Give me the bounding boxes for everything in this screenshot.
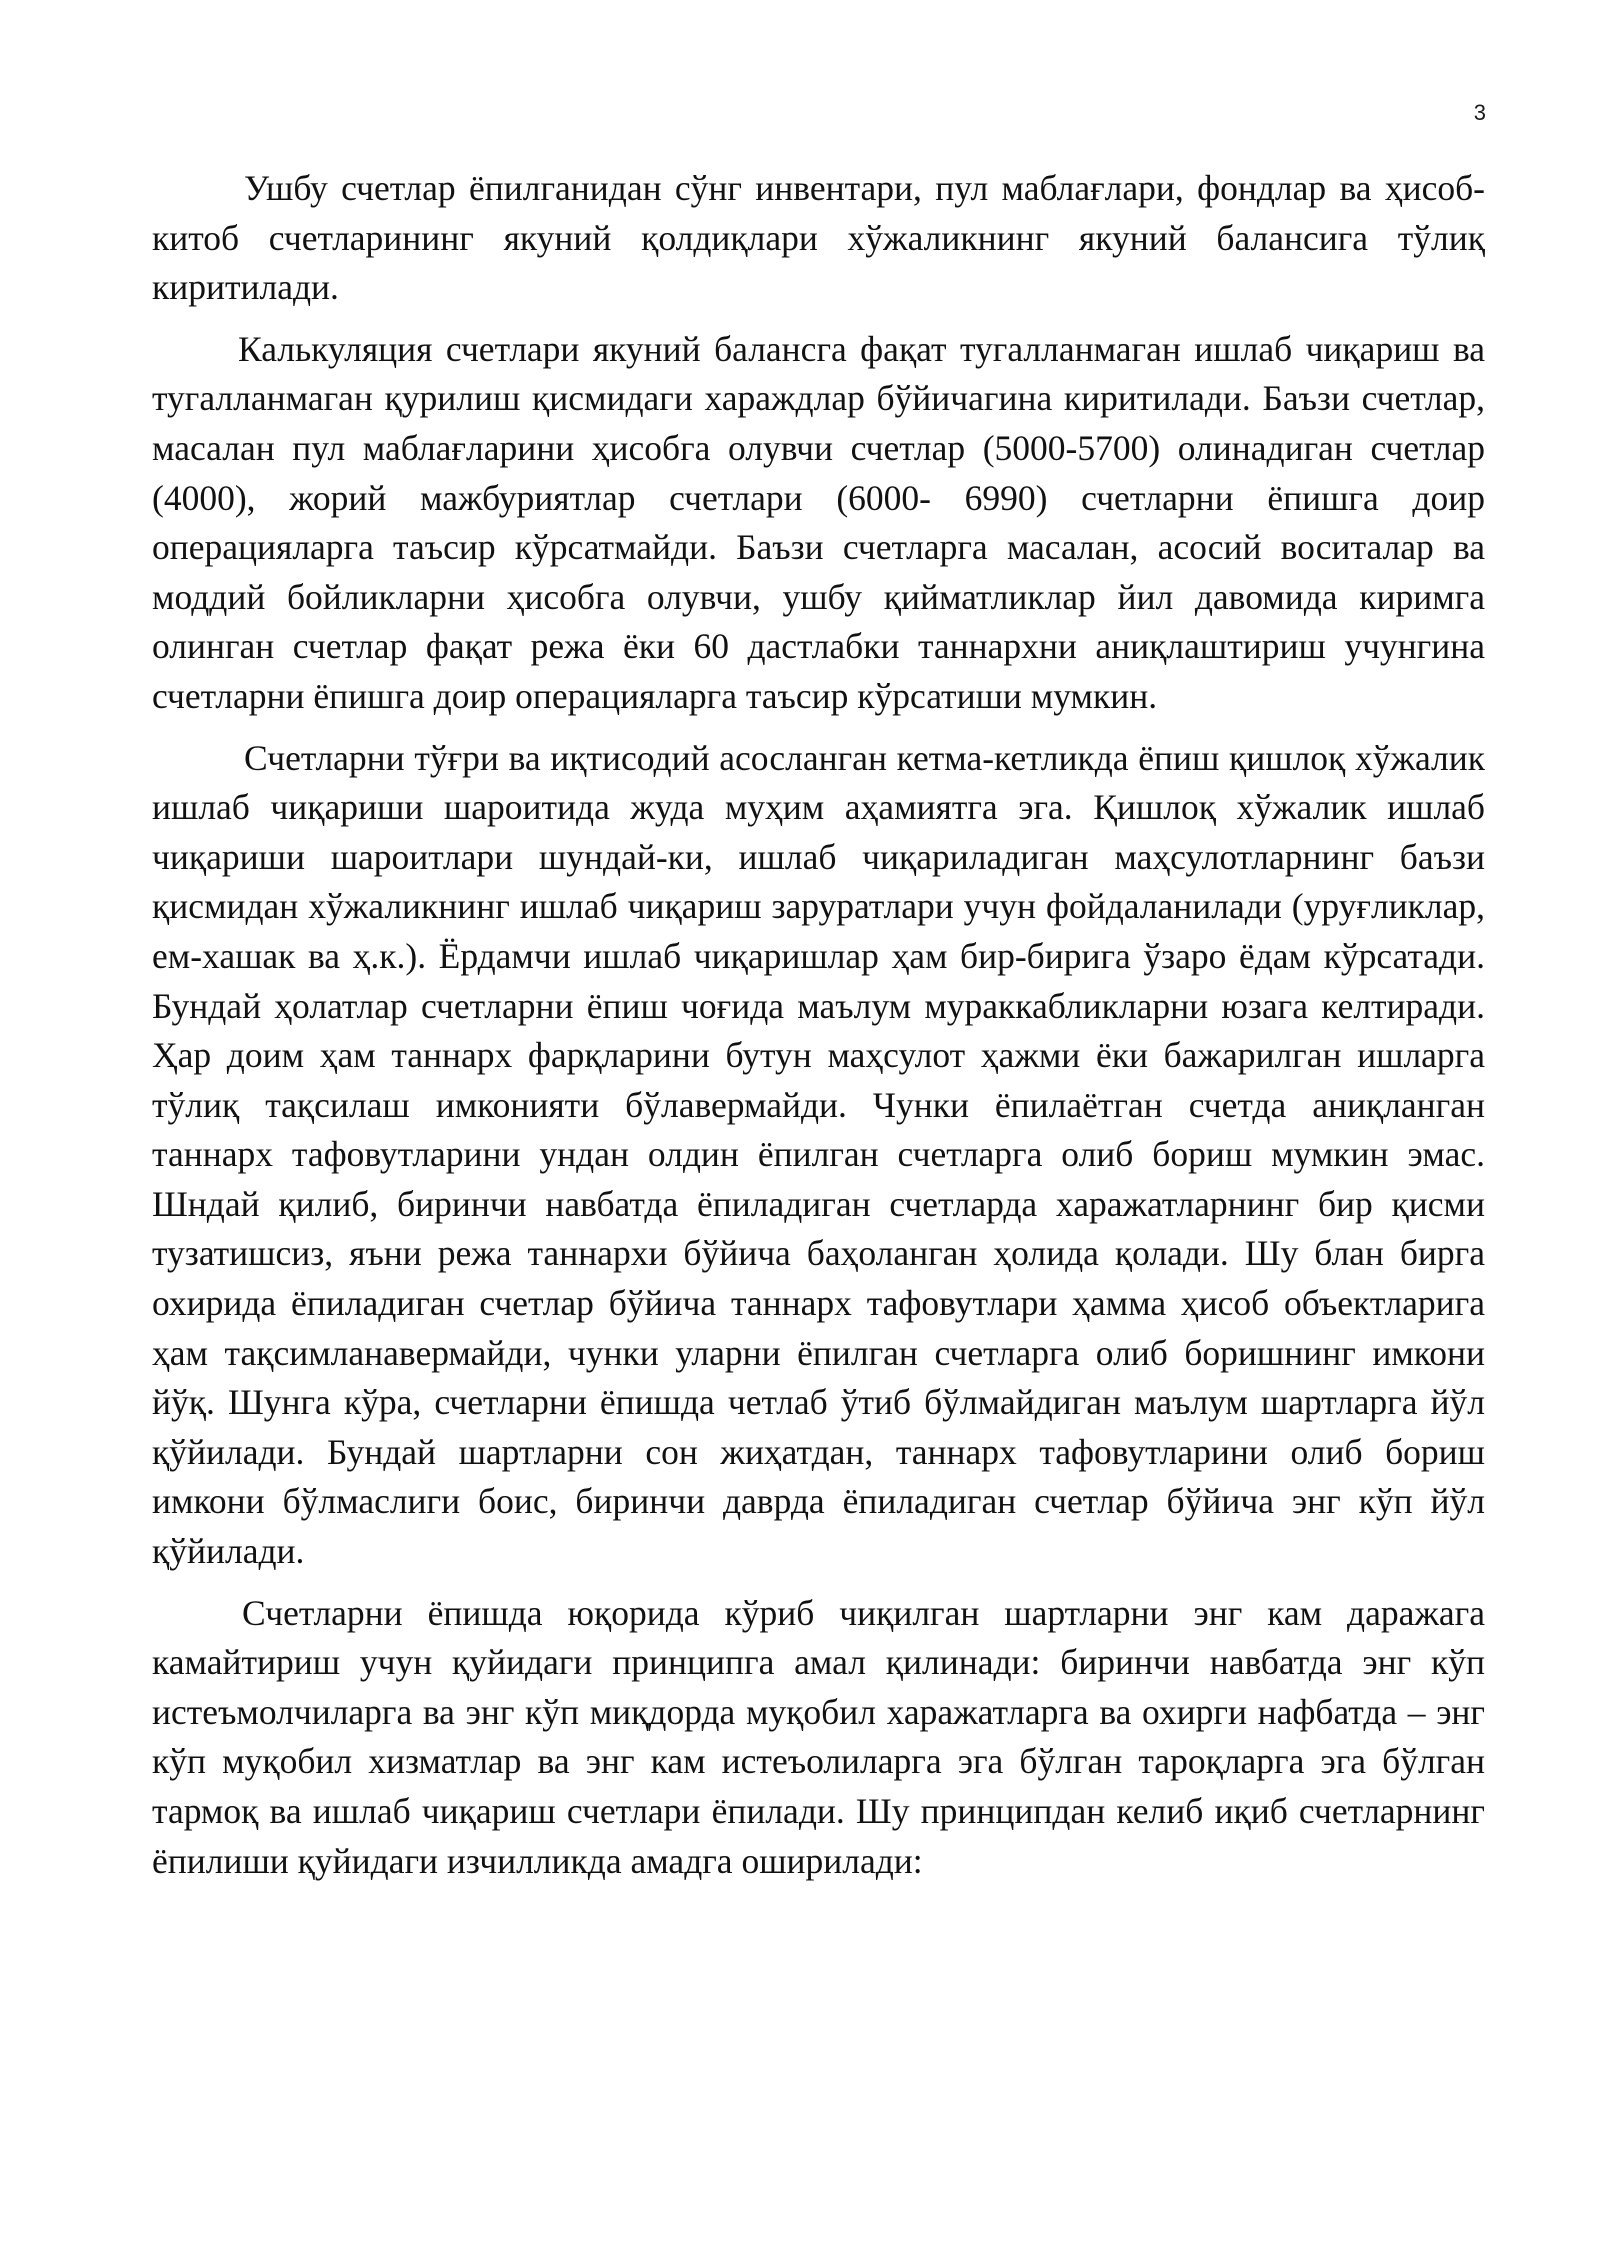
paragraph-3: Счетларни тўғри ва иқтисодий асосланган кетма-кетликда ёпиш қишлоқ хўжалик ишлаб чиқариши шароитида жуда муҳим аҳамиятга эга. Қишлоқ хўжалик ишлаб чиқариши шароитлари шундай-ки, ишлаб чиқариладиган маҳсулотларнинг баъзи қисмидан хўжаликнинг ишлаб чиқариш заруратлари учун фойдаланилади (уруғликлар, ем-хашак ва ҳ.к.). Ёрдамчи ишлаб чиқаришлар ҳам бир-бирига ўзаро ёдам кўрсатади. Бундай ҳолатлар счетларни ёпиш чоғида маълум мураккабликларни юзага келтиради. Ҳар доим ҳам таннарх фарқларини бутун маҳсулот ҳажми ёки бажарилган ишларга тўлиқ тақсилаш имконияти бўлавермайди. Чунки ёпилаётган счетда аниқланган таннарх тафовутларини ундан олдин ёпилган счетларга олиб бориш мумкин эмас. Шндай қилиб, биринчи навбатда ёпиладиган счетларда харажатларнинг бир қисми тузатишсиз, яъни режа таннархи бўйича баҳоланган ҳолида қолади. Шу блан бирга охирида ёпиладиган счетлар бўйича таннарх тафовутлари ҳамма ҳисоб объектларига ҳам тақсимланавермайди, чунки уларни ёпилган счетларга олиб боришнинг имкони йўқ. Шунга кўра, счетларни ёпишда четлаб ўтиб бўлмайдиган маълум шартларга йўл қўйилади. Бундай шартларни сон жиҳатдан, таннарх тафовутларини олиб бориш имкони бўлмаслиги боис, биринчи даврда ёпиладиган счетлар бўйича энг кўп йўл қўйилади. bbox=[152, 737, 1485, 1572]
paragraph-4: Счетларни ёпишда юқорида кўриб чиқилган шартларни энг кам даражага камайтириш учун қуйидаги принципга амал қилинади: биринчи навбатда энг кўп истеъмолчиларга ва энг кўп миқдорда муқобил харажатларга ва охирги нафбатда – энг кўп муқобил хизматлар ва энг кам истеъолиларга эга бўлган тароқларга эга бўлган тармоқ ва ишлаб чиқариш счетлари ёпилади. Шу принципдан келиб иқиб счетларнинг ёпилиши қуйидаги изчилликда амадга оширилади: bbox=[152, 1592, 1485, 1881]
paragraph-1: Ушбу счетлар ёпилганидан сўнг инвентари, пул маблағлари, фондлар ва ҳисоб-китоб счетларининг якуний қолдиқлари хўжаликнинг якуний балансига тўлиқ киритилади. bbox=[152, 168, 1485, 308]
paragraph-2: Калькуляция счетлари якуний балансга фақат тугалланмаган ишлаб чиқариш ва тугалланмаган қурилиш қисмидаги хараждлар бўйичагина киритилади. Баъзи счетлар, масалан пул маблағларини ҳисобга олувчи счетлар (5000-5700) олинадиган счетлар (4000), жорий мажбуриятлар счетлари (6000- 6990) счетларни ёпишга доир операцияларга таъсир кўрсатмайди. Баъзи счетларга масалан, асосий воситалар ва моддий бойликларни ҳисобга олувчи, ушбу қийматликлар йил давомида киримга олинган счетлар фақат режа ёки 60 дастлабки таннархни аниқлаштириш учунгина счетларни ёпишга доир операцияларга таъсир кўрсатиши мумкин. bbox=[152, 328, 1485, 716]
page-number: 3 bbox=[1473, 100, 1486, 125]
document-body bbox=[152, 164, 1485, 1898]
